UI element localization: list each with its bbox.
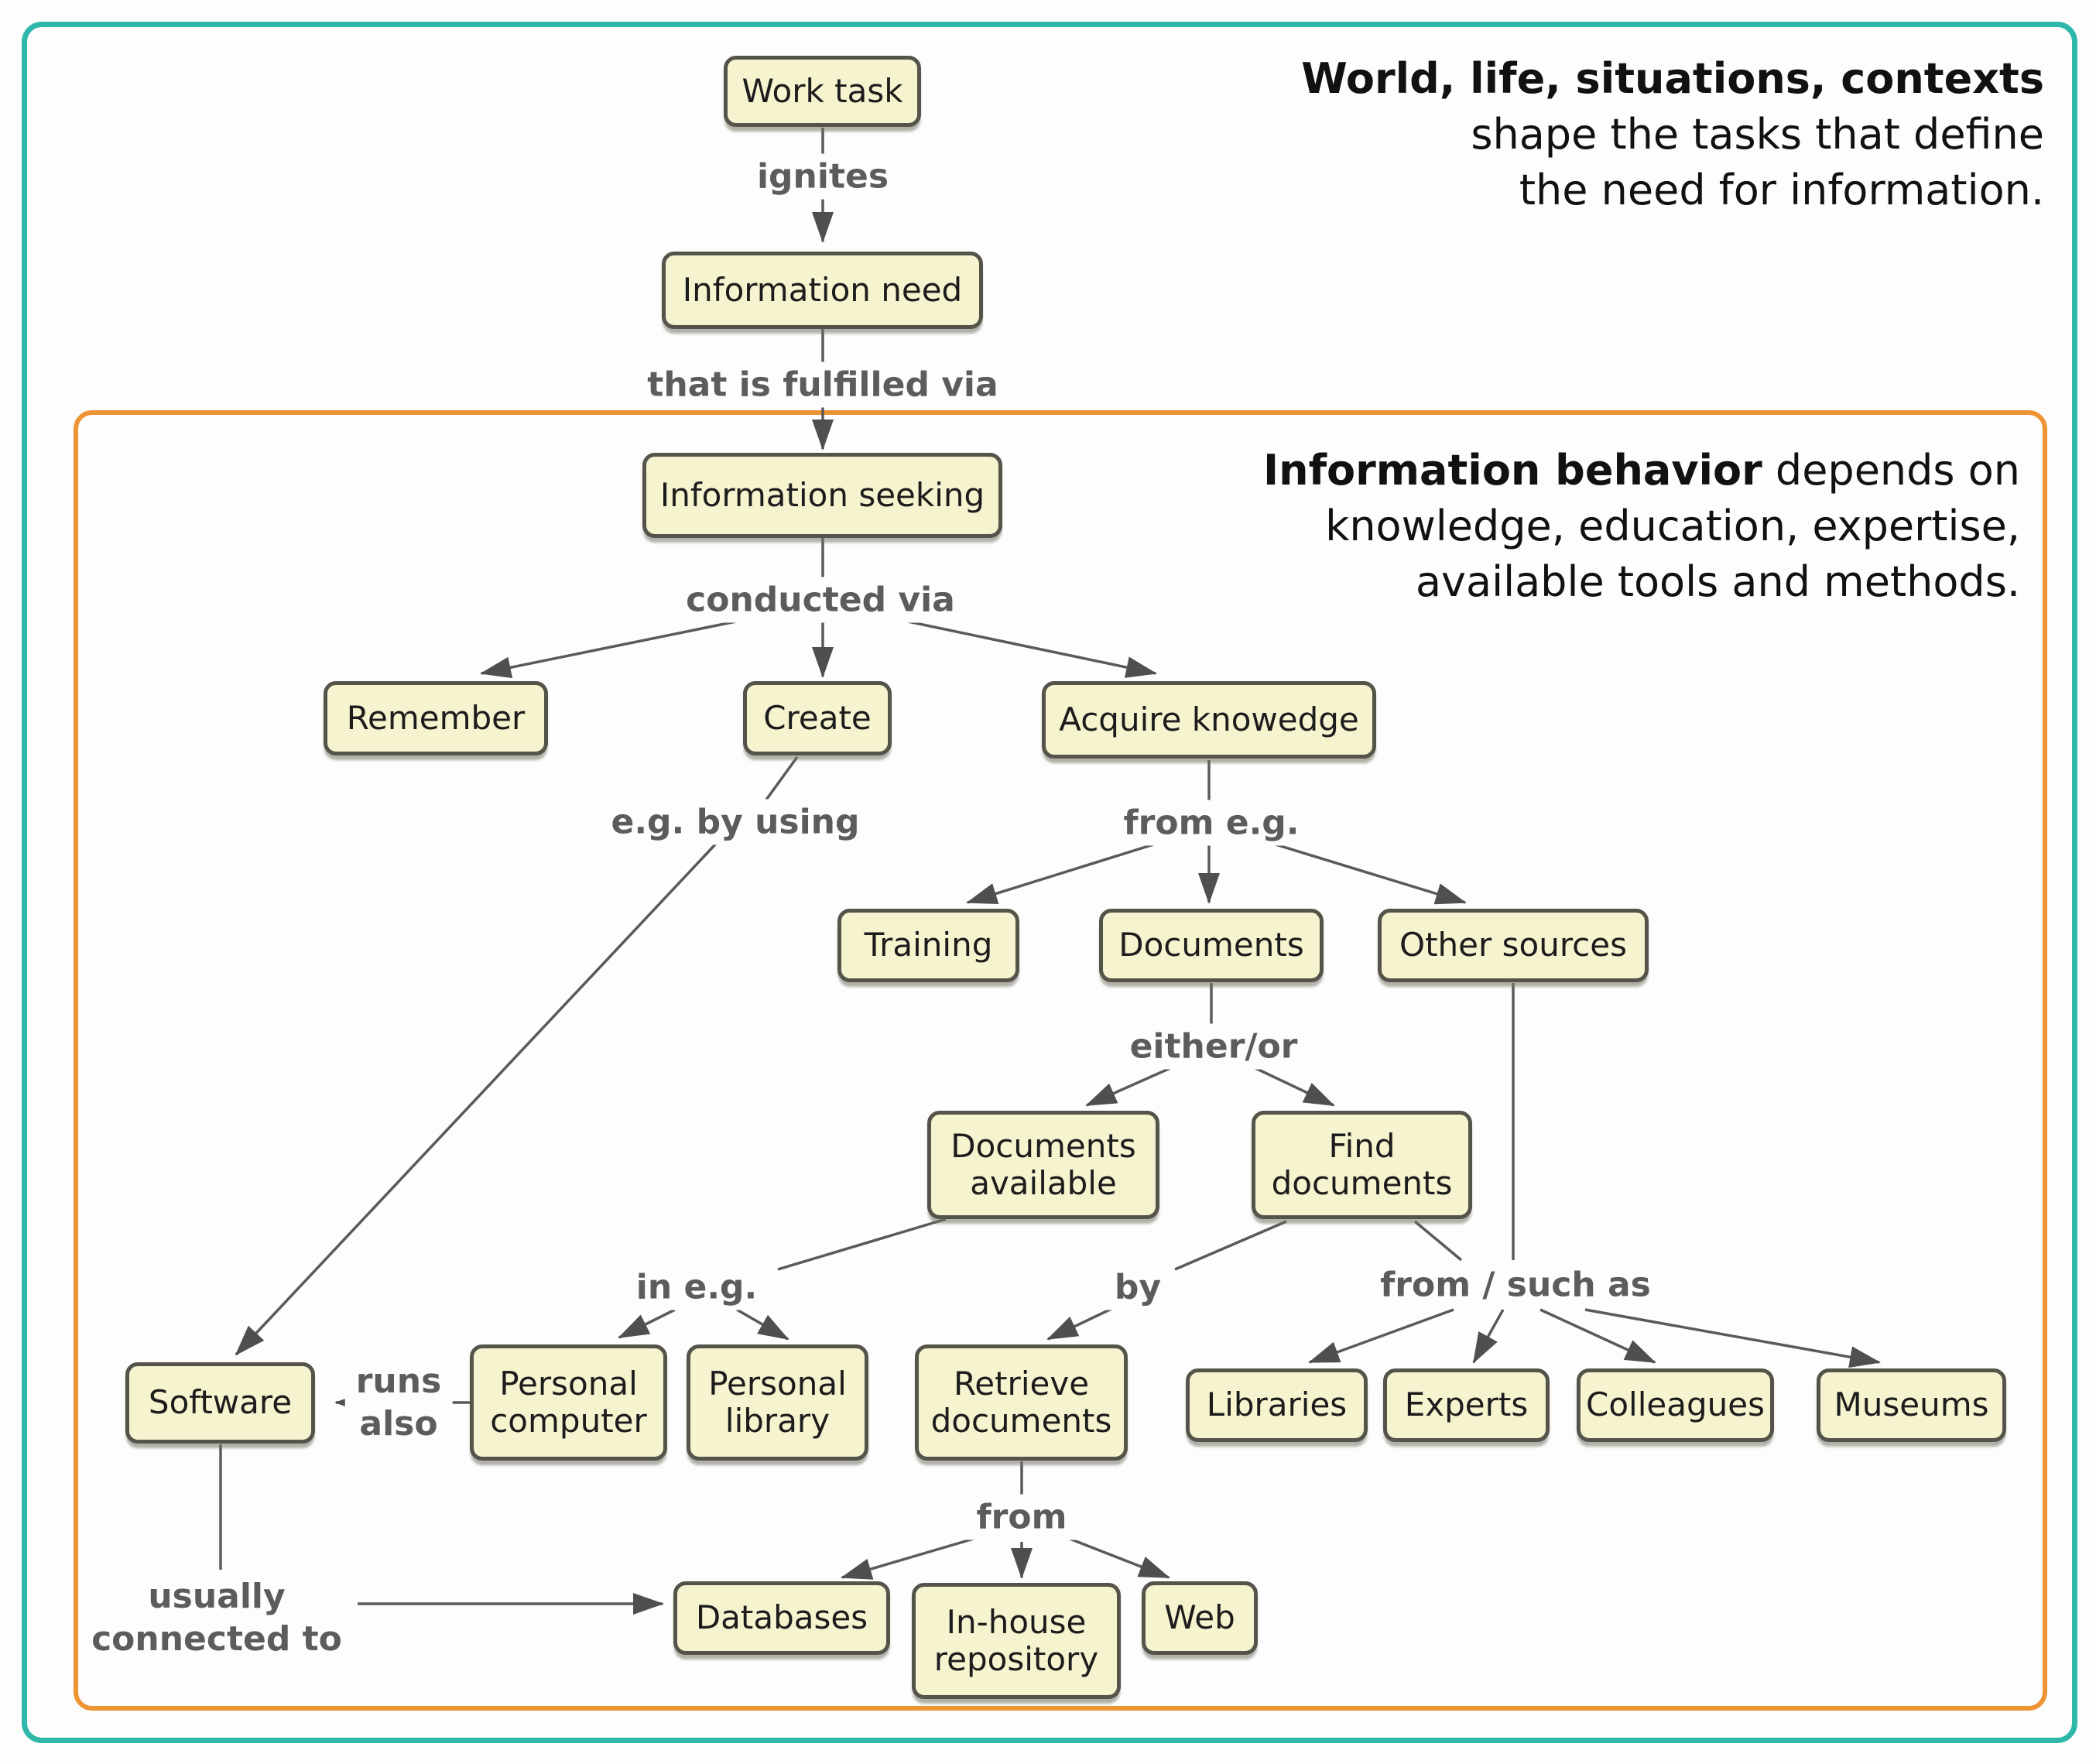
node-information-need: Information need xyxy=(662,252,983,329)
node-work-task: Work task xyxy=(724,56,921,127)
node-inhouse-repository: In-house repository xyxy=(912,1583,1121,1699)
edge-label-eg-by-using: e.g. by using xyxy=(601,800,871,845)
node-personal-computer: Personal computer xyxy=(470,1344,667,1461)
node-databases: Databases xyxy=(673,1581,890,1655)
node-colleagues: Colleagues xyxy=(1577,1368,1774,1442)
node-create: Create xyxy=(743,681,892,755)
edge-label-in-eg: in e.g. xyxy=(625,1265,769,1310)
node-remember: Remember xyxy=(324,681,548,755)
node-find-documents: Find documents xyxy=(1252,1111,1472,1219)
edge-label-ignites: ignites xyxy=(746,154,899,200)
node-retrieve-documents: Retrieve documents xyxy=(915,1344,1128,1461)
node-other-sources: Other sources xyxy=(1378,909,1649,982)
edge-label-from-eg: from e.g. xyxy=(1112,800,1310,846)
edge-label-runs-also: runs also xyxy=(345,1357,453,1448)
node-information-seeking: Information seeking xyxy=(642,453,1002,538)
node-web: Web xyxy=(1142,1581,1258,1655)
node-acquire-knowledge: Acquire knowedge xyxy=(1042,681,1376,759)
edge-label-usually-connected-to: usually connected to xyxy=(80,1572,353,1663)
node-training: Training xyxy=(837,909,1019,982)
node-documents-available: Documents available xyxy=(927,1111,1159,1219)
edge-label-from: from xyxy=(966,1495,1078,1540)
annotation-information-behavior: Information behavior depends on knowledge, education, expertise, available tools and methods. xyxy=(1263,446,2020,606)
node-experts: Experts xyxy=(1383,1368,1550,1442)
edge-label-either-or: either/or xyxy=(1119,1024,1309,1070)
node-libraries: Libraries xyxy=(1186,1368,1368,1442)
node-museums: Museums xyxy=(1817,1368,2006,1442)
annotation-world-contexts: World, life, situations, contexts shape the tasks that define the need for information. xyxy=(1301,54,2044,214)
edge-label-fulfilled-via: that is fulfilled via xyxy=(636,362,1009,408)
edge-label-conducted-via: conducted via xyxy=(675,577,966,623)
node-documents: Documents xyxy=(1099,909,1324,982)
node-personal-library: Personal library xyxy=(687,1344,868,1461)
edge-label-from-such-as: from / such as xyxy=(1369,1262,1662,1308)
node-software: Software xyxy=(125,1362,315,1444)
edge-label-by: by xyxy=(1104,1265,1172,1310)
